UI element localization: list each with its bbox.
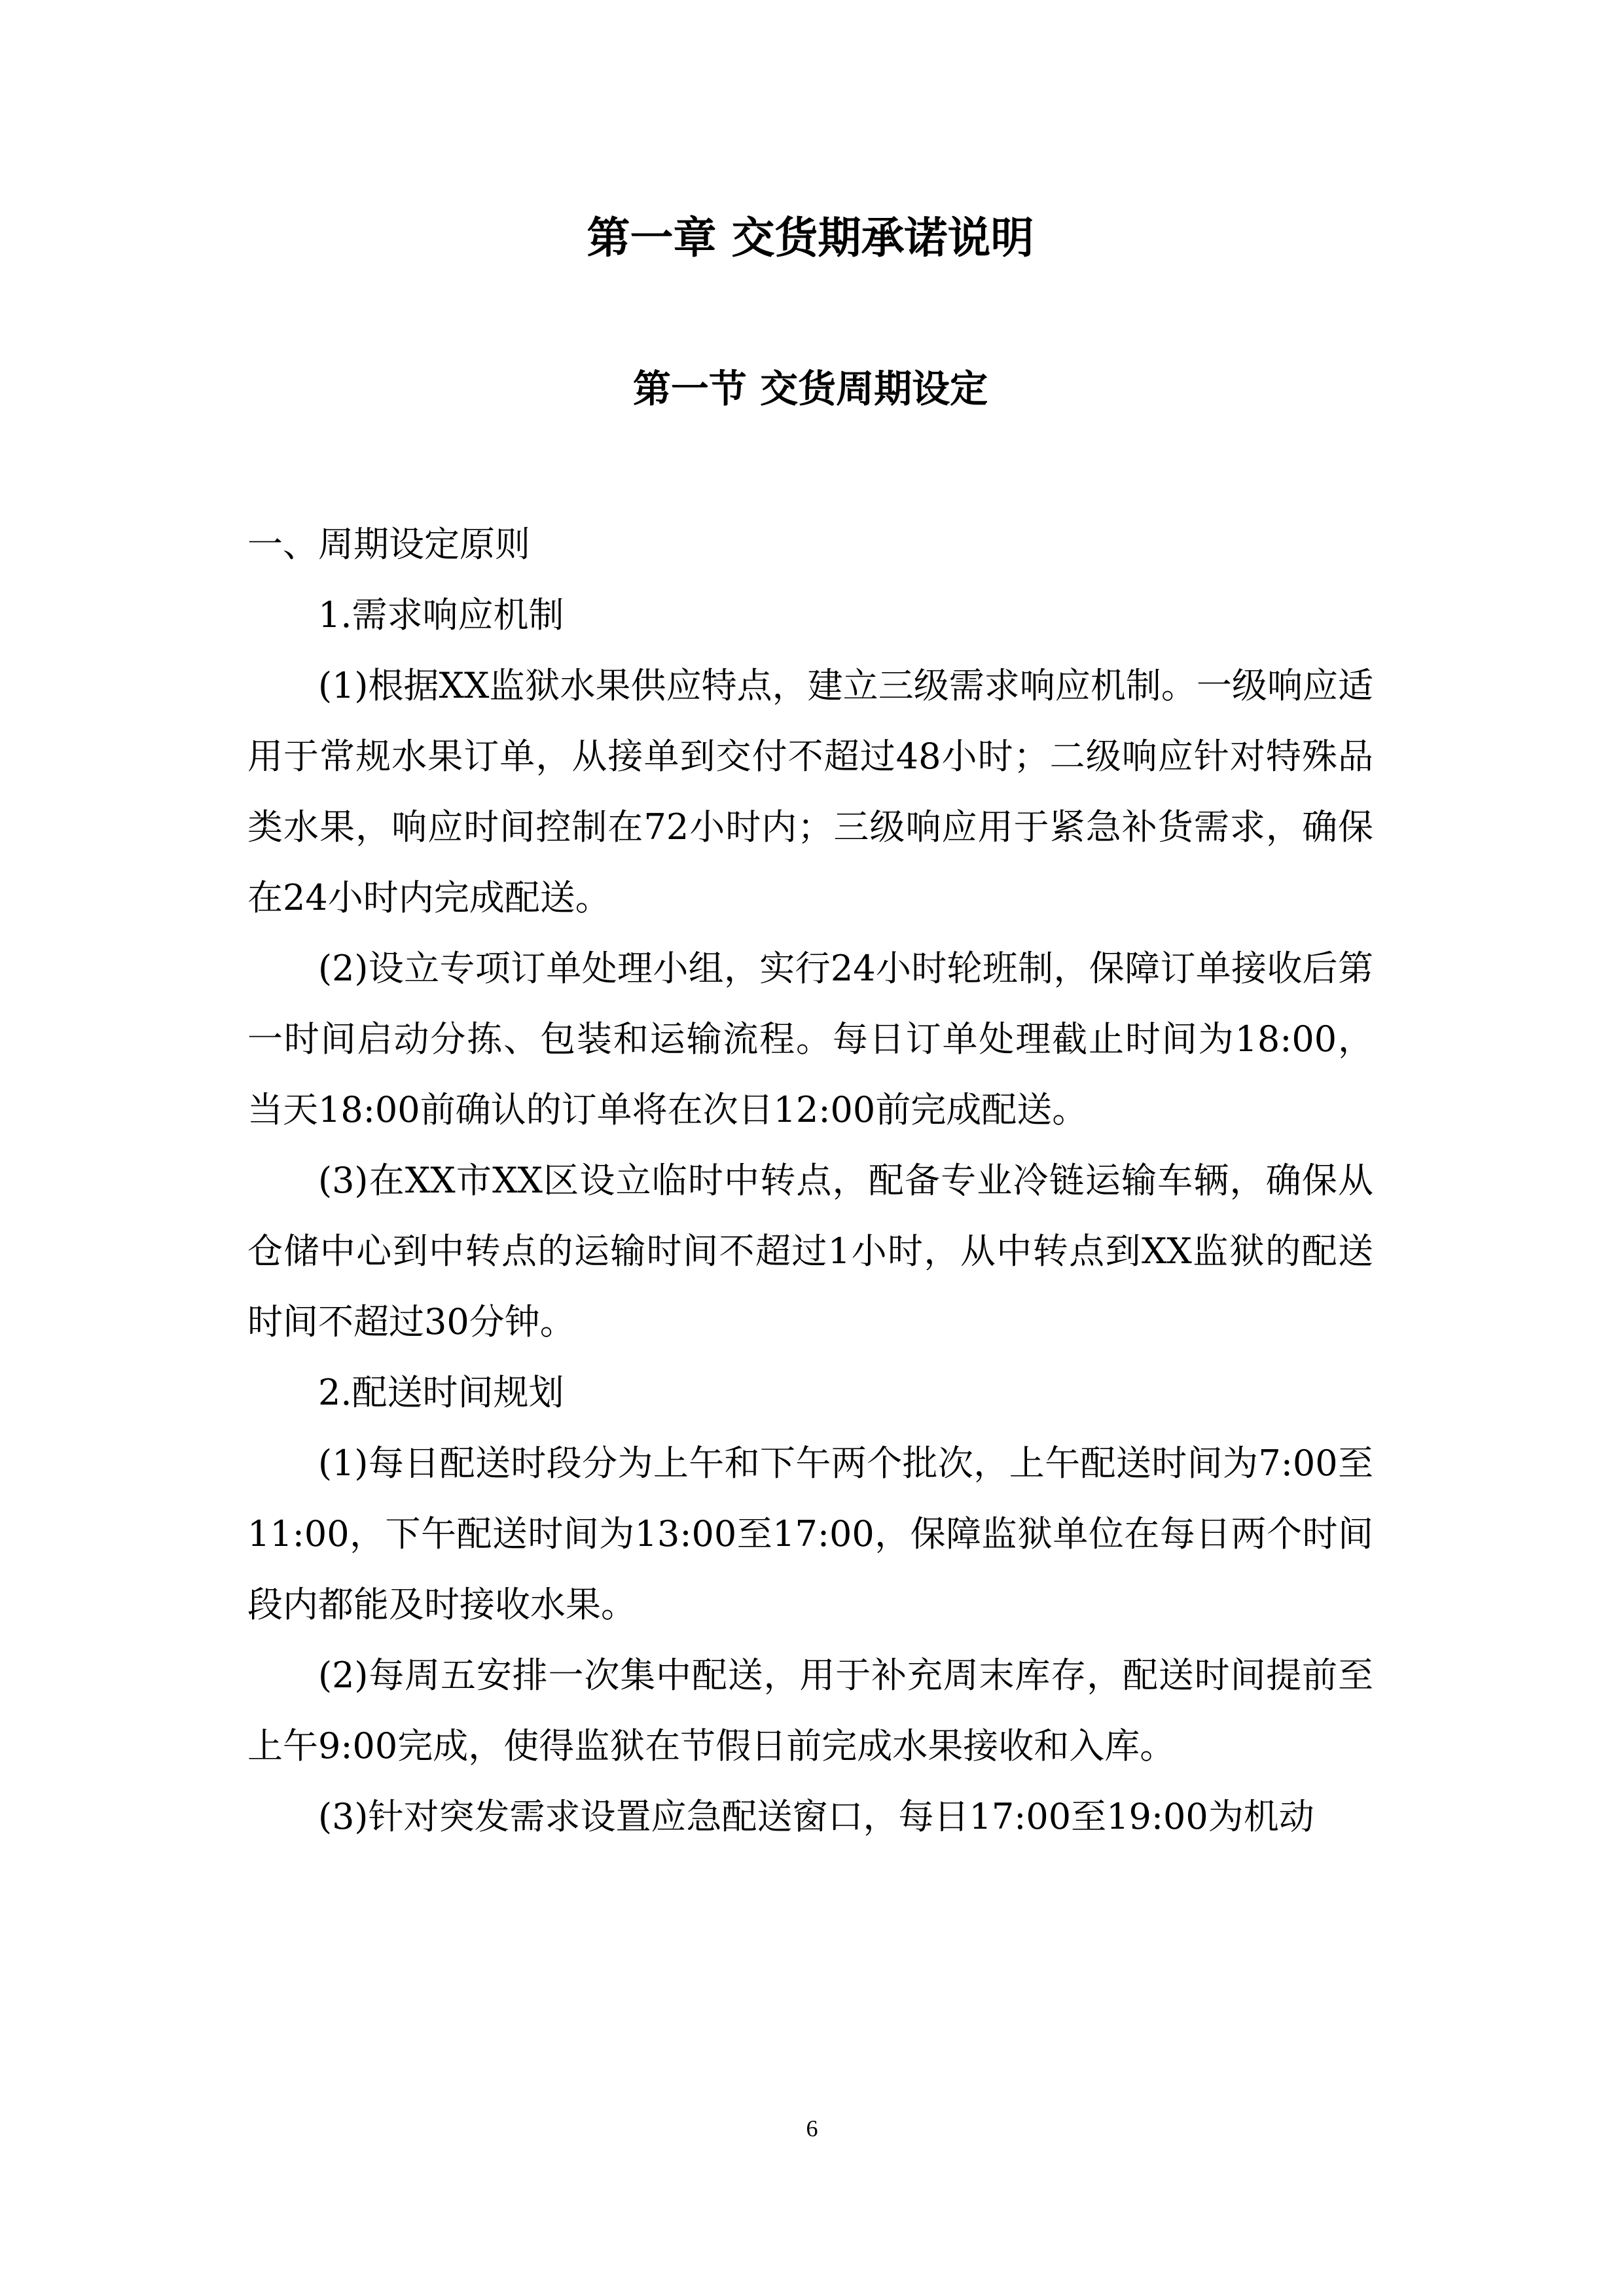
- body-text: [247, 509, 1373, 1852]
- paragraph: (2)设立专项订单处理小组，实行24小时轮班制，保障订单接收后第一时间启动分拣、包装和运输流程。每日订单处理截止时间为18:00，当天18:00前确认的订单将在次日12:00前完成配送。: [247, 948, 1373, 1130]
- paragraph: (1)根据XX监狱水果供应特点，建立三级需求响应机制。一级响应适用于常规水果订单，从接单到交付不超过48小时；二级响应针对特殊品类水果，响应时间控制在72小时内；三级响应用于紧急补货需求，确保在24小时内完成配送。: [247, 665, 1373, 918]
- paragraph: (3)针对突发需求设置应急配送窗口，每日17:00至19:00为机动: [318, 1796, 1314, 1837]
- subheading-delivery-schedule: 2.配送时间规划: [318, 1372, 564, 1413]
- heading-principles: 一、周期设定原则: [247, 524, 530, 565]
- paragraph: (2)每周五安排一次集中配送，用于补充周末库存，配送时间提前至上午9:00完成，使得监狱在节假日前完成水果接收和入库。: [247, 1655, 1373, 1767]
- subheading-response-mechanism: 1.需求响应机制: [318, 594, 564, 636]
- page-number: 6: [806, 2115, 818, 2142]
- chapter-title: 第一章 交货期承诺说明: [586, 212, 1034, 263]
- paragraph: (1)每日配送时段分为上午和下午两个批次，上午配送时间为7:00至11:00，下午配送时间为13:00至17:00，保障监狱单位在每日两个时间段内都能及时接收水果。: [247, 1443, 1373, 1625]
- section-title: 第一节 交货周期设定: [632, 367, 988, 411]
- paragraph: (3)在XX市XX区设立临时中转点，配备专业冷链运输车辆，确保从仓储中心到中转点的运输时间不超过1小时，从中转点到XX监狱的配送时间不超过30分钟。: [247, 1160, 1373, 1342]
